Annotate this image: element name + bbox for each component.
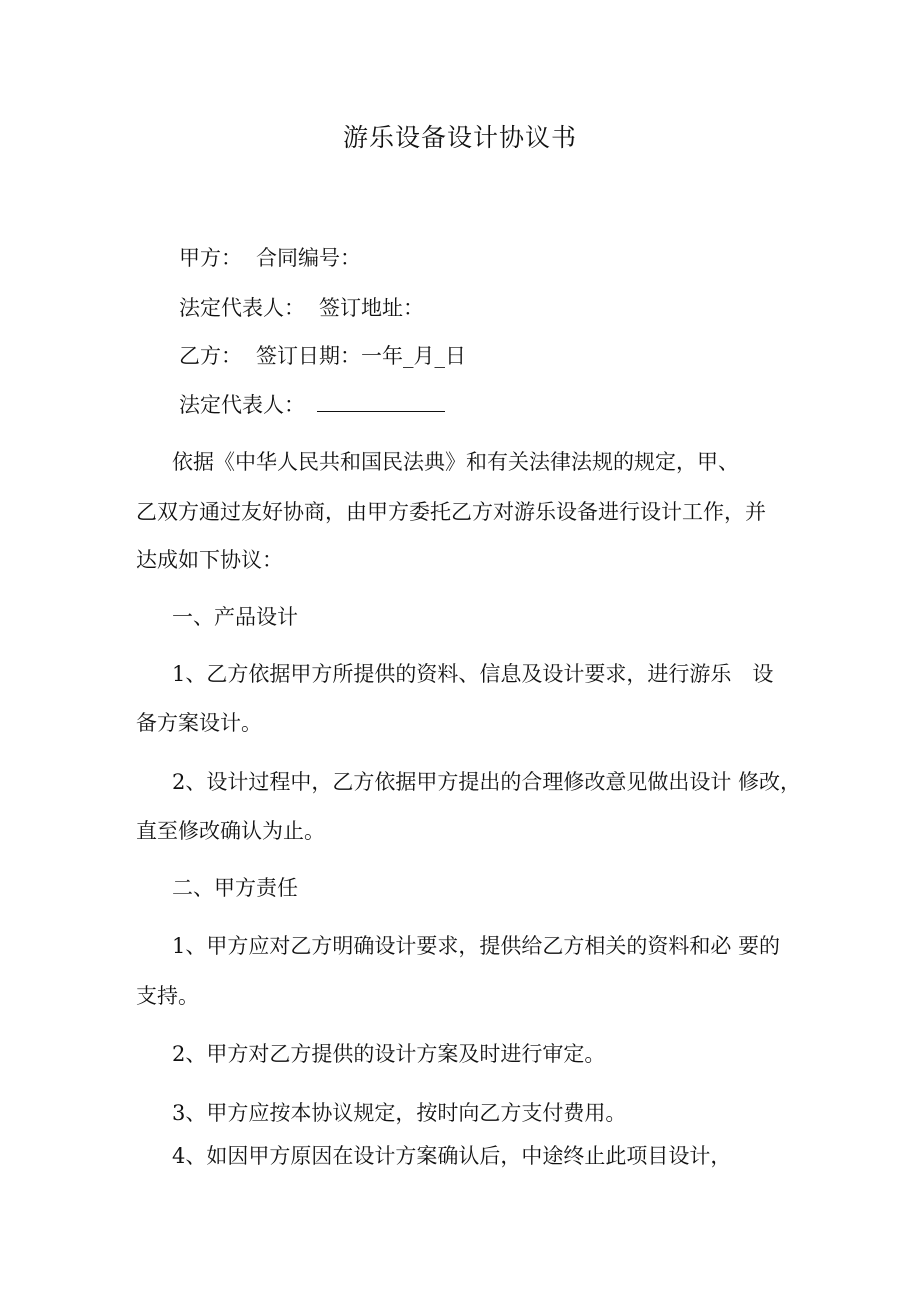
- section-2-item-1-line-1: 1、甲方应对乙方明确设计要求，提供给乙方相关的资料和必 要的: [172, 934, 781, 958]
- section-1-item-2-line-1: 2、设计过程中，乙方依据甲方提出的合理修改意见做出设计 修改，: [172, 770, 802, 794]
- section-2-item-3: 3、甲方应按本协议规定，按时向乙方支付费用。: [172, 1101, 627, 1125]
- signature-blank-line: [317, 393, 445, 412]
- legal-rep-b-row: [179, 389, 445, 419]
- document-title: 游乐设备设计协议书: [342, 123, 577, 152]
- party-b-row: [179, 340, 466, 370]
- sign-date-label: 签订日期：一年_月_日: [256, 344, 466, 368]
- legal-rep-a-label: 法定代表人：: [179, 296, 305, 320]
- sign-place-label: 签订地址：: [319, 296, 424, 320]
- preamble-line-3: 达成如下协议：: [136, 548, 283, 572]
- party-b-label: 乙方：: [179, 344, 242, 368]
- preamble-line-2: 乙双方通过友好协商，由甲方委托乙方对游乐设备进行设计工作，并: [136, 500, 766, 524]
- section-1-item-1-line-1: 1、乙方依据甲方所提供的资料、信息及设计要求，进行游乐 设: [172, 662, 774, 686]
- legal-rep-a-row: [179, 292, 424, 322]
- party-a-label: 甲方：: [179, 246, 242, 270]
- section-2-item-1-line-2: 支持。: [136, 984, 199, 1008]
- section-1-item-1-line-2: 备方案设计。: [136, 711, 262, 735]
- preamble-line-1: 依据《中华人民共和国民法典》和有关法律法规的规定，甲、: [172, 450, 739, 474]
- legal-rep-b-label: 法定代表人：: [179, 393, 305, 417]
- section-2-heading: 二、甲方责任: [172, 876, 298, 900]
- section-1-item-2-line-2: 直至修改确认为止。: [136, 819, 325, 843]
- section-2-item-2: 2、甲方对乙方提供的设计方案及时进行审定。: [172, 1042, 606, 1066]
- section-2-item-4: 4、如因甲方原因在设计方案确认后，中途终止此项目设计，: [172, 1144, 732, 1168]
- section-1-heading: 一、产品设计: [172, 605, 298, 629]
- contract-number-label: 合同编号：: [256, 246, 361, 270]
- party-a-row: [179, 242, 361, 272]
